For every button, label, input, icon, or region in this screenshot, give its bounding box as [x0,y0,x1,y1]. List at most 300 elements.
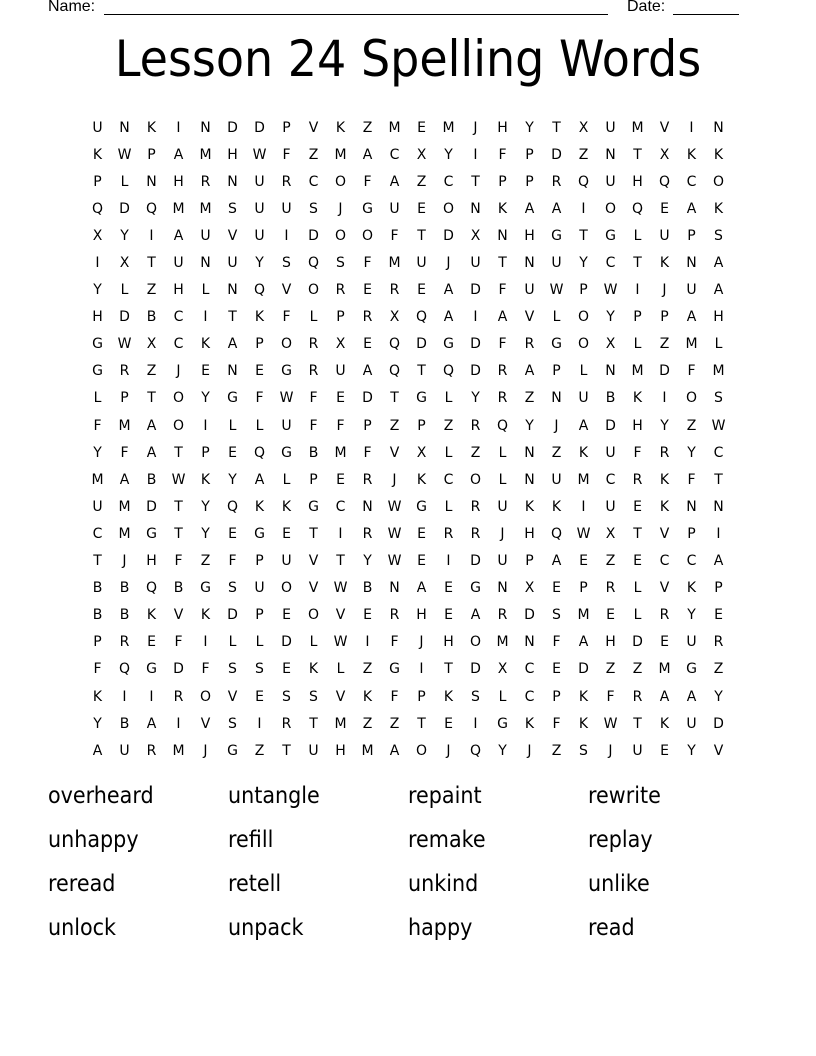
grid-letter[interactable]: Z [200,553,211,570]
grid-letter[interactable]: A [578,417,589,434]
grid-letter[interactable]: M [118,525,131,542]
grid-letter[interactable]: T [336,553,345,570]
grid-letter[interactable]: Y [120,227,129,244]
grid-letter[interactable]: E [660,200,669,217]
grid-letter[interactable]: A [470,607,481,624]
grid-letter[interactable]: Y [228,471,237,488]
grid-letter[interactable]: V [659,119,670,136]
grid-letter[interactable]: I [365,634,370,651]
grid-letter[interactable]: B [308,444,319,461]
grid-letter[interactable]: U [686,282,697,299]
grid-letter[interactable]: M [388,119,401,136]
grid-letter[interactable]: L [633,336,642,353]
grid-letter[interactable]: N [200,255,211,272]
grid-letter[interactable]: Z [605,661,616,678]
name-blank-line[interactable] [104,14,608,15]
grid-letter[interactable]: W [171,471,186,488]
grid-letter[interactable]: R [146,742,157,759]
grid-letter[interactable]: Z [470,444,481,461]
grid-letter[interactable]: A [416,580,427,597]
grid-letter[interactable]: S [579,742,588,759]
grid-letter[interactable]: P [552,688,561,705]
grid-letter[interactable]: X [92,227,103,244]
grid-letter[interactable]: N [713,498,724,515]
grid-letter[interactable]: T [174,525,183,542]
grid-letter[interactable]: Z [659,336,670,353]
grid-letter[interactable]: V [659,525,670,542]
grid-letter[interactable]: Z [551,444,562,461]
grid-letter[interactable]: L [444,390,453,407]
grid-letter[interactable]: D [470,282,481,299]
grid-letter[interactable]: R [551,173,562,190]
grid-letter[interactable]: P [147,146,156,163]
grid-letter[interactable]: J [392,471,397,488]
grid-letter[interactable]: N [362,498,373,515]
grid-letter[interactable]: P [687,525,696,542]
grid-letter[interactable]: O [577,336,590,353]
grid-letter[interactable]: A [497,309,508,326]
grid-letter[interactable]: X [605,525,616,542]
grid-letter[interactable]: N [524,255,535,272]
grid-letter[interactable]: T [417,363,426,380]
grid-letter[interactable]: N [389,580,400,597]
grid-letter[interactable]: S [309,200,318,217]
grid-letter[interactable]: Q [253,282,266,299]
grid-letter[interactable]: N [605,363,616,380]
grid-letter[interactable]: P [552,363,561,380]
grid-letter[interactable]: K [659,498,670,515]
grid-letter[interactable]: K [659,255,670,272]
grid-letter[interactable]: G [686,661,697,678]
grid-letter[interactable]: H [173,282,184,299]
grid-letter[interactable]: M [577,607,590,624]
grid-letter[interactable]: U [551,471,562,488]
grid-letter[interactable]: J [554,417,559,434]
grid-letter[interactable]: L [633,607,642,624]
grid-letter[interactable]: R [335,282,346,299]
grid-letter[interactable]: O [172,417,185,434]
grid-letter[interactable]: E [417,200,426,217]
grid-letter[interactable]: R [281,173,292,190]
grid-letter[interactable]: R [713,634,724,651]
grid-letter[interactable]: Q [145,580,158,597]
grid-letter[interactable]: W [252,146,267,163]
grid-letter[interactable]: T [417,227,426,244]
grid-letter[interactable]: I [95,255,100,272]
grid-letter[interactable]: K [200,336,211,353]
grid-letter[interactable]: G [92,363,103,380]
grid-letter[interactable]: C [335,498,346,515]
grid-letter[interactable]: S [714,227,723,244]
grid-letter[interactable]: E [417,525,426,542]
grid-letter[interactable]: R [470,417,481,434]
grid-letter[interactable]: P [93,634,102,651]
grid-letter[interactable]: I [149,227,154,244]
grid-letter[interactable]: K [254,498,265,515]
grid-letter[interactable]: V [308,553,319,570]
grid-letter[interactable]: T [633,146,642,163]
grid-letter[interactable]: M [172,200,185,217]
grid-letter[interactable]: U [659,227,670,244]
grid-letter[interactable]: C [308,173,319,190]
grid-letter[interactable]: P [633,309,642,326]
grid-letter[interactable]: P [255,336,264,353]
grid-letter[interactable]: F [228,553,237,570]
grid-letter[interactable]: R [308,363,319,380]
grid-letter[interactable]: E [363,607,372,624]
grid-letter[interactable]: D [308,227,319,244]
grid-letter[interactable]: V [173,607,184,624]
grid-letter[interactable]: C [524,688,535,705]
grid-letter[interactable]: L [498,688,507,705]
grid-letter[interactable]: T [228,309,237,326]
grid-letter[interactable]: H [497,119,508,136]
grid-letter[interactable]: V [335,607,346,624]
grid-letter[interactable]: A [173,227,184,244]
grid-letter[interactable]: F [93,417,102,434]
grid-letter[interactable]: P [201,444,210,461]
grid-letter[interactable]: Q [91,200,104,217]
grid-letter[interactable]: K [713,200,724,217]
grid-letter[interactable]: K [713,146,724,163]
grid-letter[interactable]: C [389,146,400,163]
grid-letter[interactable]: I [635,282,640,299]
grid-letter[interactable]: T [147,255,156,272]
grid-letter[interactable]: S [228,200,237,217]
grid-letter[interactable]: T [417,715,426,732]
grid-letter[interactable]: K [659,715,670,732]
grid-letter[interactable]: N [605,146,616,163]
grid-letter[interactable]: N [551,390,562,407]
grid-letter[interactable]: K [146,119,157,136]
grid-letter[interactable]: F [255,390,264,407]
grid-letter[interactable]: N [686,498,697,515]
grid-letter[interactable]: L [444,498,453,515]
grid-letter[interactable]: S [309,688,318,705]
grid-letter[interactable]: D [227,119,238,136]
grid-letter[interactable]: K [686,580,697,597]
grid-letter[interactable]: T [633,255,642,272]
grid-letter[interactable]: R [362,309,373,326]
grid-letter[interactable]: X [470,227,481,244]
grid-letter[interactable]: A [362,363,373,380]
grid-letter[interactable]: U [173,255,184,272]
grid-letter[interactable]: Z [416,173,427,190]
grid-letter[interactable]: O [334,173,347,190]
grid-letter[interactable]: P [417,688,426,705]
grid-letter[interactable]: U [416,255,427,272]
grid-letter[interactable]: T [282,742,291,759]
grid-letter[interactable]: F [633,444,642,461]
grid-letter[interactable]: E [714,607,723,624]
grid-letter[interactable]: X [497,661,508,678]
grid-letter[interactable]: K [416,471,427,488]
grid-letter[interactable]: E [552,661,561,678]
grid-letter[interactable]: Y [714,688,723,705]
grid-letter[interactable]: F [498,336,507,353]
grid-letter[interactable]: D [227,607,238,624]
grid-letter[interactable]: U [308,742,319,759]
grid-letter[interactable]: H [632,417,643,434]
grid-letter[interactable]: L [444,444,453,461]
grid-letter[interactable]: Z [146,282,157,299]
grid-letter[interactable]: K [497,200,508,217]
grid-letter[interactable]: Y [93,444,102,461]
grid-letter[interactable]: C [686,553,697,570]
grid-letter[interactable]: R [362,471,373,488]
grid-letter[interactable]: Q [631,200,644,217]
grid-letter[interactable]: J [662,282,667,299]
grid-letter[interactable]: F [390,688,399,705]
grid-letter[interactable]: U [497,553,508,570]
grid-letter[interactable]: S [336,255,345,272]
grid-letter[interactable]: T [93,553,102,570]
grid-letter[interactable]: Y [579,255,588,272]
grid-letter[interactable]: F [498,282,507,299]
grid-letter[interactable]: F [309,417,318,434]
grid-letter[interactable]: F [363,173,372,190]
grid-letter[interactable]: T [174,444,183,461]
grid-letter[interactable]: Y [525,119,534,136]
grid-letter[interactable]: I [473,309,478,326]
grid-letter[interactable]: G [146,525,157,542]
grid-letter[interactable]: E [633,553,642,570]
grid-letter[interactable]: B [362,580,373,597]
grid-letter[interactable]: Y [444,146,453,163]
grid-letter[interactable]: F [687,363,696,380]
grid-letter[interactable]: Z [443,417,454,434]
grid-letter[interactable]: R [497,607,508,624]
grid-letter[interactable]: J [176,363,181,380]
grid-letter[interactable]: A [146,444,157,461]
grid-letter[interactable]: P [309,471,318,488]
grid-letter[interactable]: K [92,146,103,163]
grid-letter[interactable]: A [551,200,562,217]
grid-letter[interactable]: A [524,200,535,217]
grid-letter[interactable]: L [498,444,507,461]
grid-letter[interactable]: R [524,336,535,353]
grid-letter[interactable]: U [227,255,238,272]
grid-letter[interactable]: D [281,634,292,651]
grid-letter[interactable]: C [173,309,184,326]
grid-letter[interactable]: K [524,715,535,732]
grid-letter[interactable]: E [417,119,426,136]
grid-letter[interactable]: Z [146,363,157,380]
grid-letter[interactable]: M [199,200,212,217]
grid-letter[interactable]: U [281,553,292,570]
grid-letter[interactable]: M [685,336,698,353]
grid-letter[interactable]: S [714,390,723,407]
grid-letter[interactable]: G [227,390,238,407]
grid-letter[interactable]: K [686,146,697,163]
grid-letter[interactable]: U [389,200,400,217]
grid-letter[interactable]: W [387,498,402,515]
grid-letter[interactable]: A [146,417,157,434]
grid-letter[interactable]: S [228,580,237,597]
grid-letter[interactable]: K [200,471,211,488]
grid-letter[interactable]: W [387,525,402,542]
grid-letter[interactable]: P [525,553,534,570]
grid-letter[interactable]: K [659,471,670,488]
grid-letter[interactable]: A [551,553,562,570]
grid-letter[interactable]: N [227,173,238,190]
grid-letter[interactable]: T [309,525,318,542]
grid-letter[interactable]: O [280,580,293,597]
grid-letter[interactable]: V [200,715,211,732]
grid-letter[interactable]: E [633,498,642,515]
grid-letter[interactable]: S [228,661,237,678]
grid-letter[interactable]: O [415,742,428,759]
grid-letter[interactable]: K [200,607,211,624]
grid-letter[interactable]: H [227,146,238,163]
grid-letter[interactable]: Y [201,525,210,542]
grid-letter[interactable]: Y [498,742,507,759]
grid-letter[interactable]: A [173,146,184,163]
grid-letter[interactable]: F [93,661,102,678]
grid-letter[interactable]: Q [307,255,320,272]
grid-letter[interactable]: D [632,634,643,651]
grid-letter[interactable]: Z [362,119,373,136]
grid-letter[interactable]: R [470,525,481,542]
grid-letter[interactable]: Z [308,146,319,163]
grid-letter[interactable]: E [363,282,372,299]
grid-letter[interactable]: E [228,444,237,461]
grid-letter[interactable]: I [176,715,181,732]
grid-letter[interactable]: K [578,715,589,732]
grid-letter[interactable]: R [200,173,211,190]
grid-letter[interactable]: J [338,200,343,217]
grid-letter[interactable]: D [713,715,724,732]
grid-letter[interactable]: X [605,336,616,353]
grid-letter[interactable]: F [552,715,561,732]
grid-letter[interactable]: Z [524,390,535,407]
grid-letter[interactable]: V [227,227,238,244]
grid-letter[interactable]: U [578,390,589,407]
grid-letter[interactable]: M [496,634,509,651]
grid-letter[interactable]: F [363,255,372,272]
grid-letter[interactable]: T [174,498,183,515]
grid-letter[interactable]: G [227,742,238,759]
grid-letter[interactable]: Q [658,173,671,190]
grid-letter[interactable]: R [389,607,400,624]
grid-letter[interactable]: P [525,173,534,190]
grid-letter[interactable]: P [120,390,129,407]
grid-letter[interactable]: J [419,634,424,651]
grid-letter[interactable]: Q [145,200,158,217]
grid-letter[interactable]: L [633,227,642,244]
grid-letter[interactable]: Z [254,742,265,759]
grid-letter[interactable]: Y [255,255,264,272]
grid-letter[interactable]: H [173,173,184,190]
grid-letter[interactable]: U [605,173,616,190]
grid-letter[interactable]: B [173,580,184,597]
grid-letter[interactable]: Z [362,715,373,732]
grid-letter[interactable]: W [603,282,618,299]
grid-letter[interactable]: I [473,146,478,163]
grid-letter[interactable]: L [255,417,264,434]
grid-letter[interactable]: X [416,146,427,163]
grid-letter[interactable]: Y [687,607,696,624]
grid-letter[interactable]: E [201,363,210,380]
grid-letter[interactable]: R [173,688,184,705]
grid-letter[interactable]: D [470,336,481,353]
grid-letter[interactable]: F [390,227,399,244]
grid-letter[interactable]: Y [201,390,210,407]
grid-letter[interactable]: E [579,553,588,570]
grid-letter[interactable]: R [632,688,643,705]
grid-letter[interactable]: G [254,525,265,542]
grid-letter[interactable]: M [631,363,644,380]
grid-letter[interactable]: R [119,634,130,651]
grid-letter[interactable]: Y [525,417,534,434]
grid-letter[interactable]: Y [687,742,696,759]
grid-letter[interactable]: S [282,255,291,272]
grid-letter[interactable]: F [363,444,372,461]
grid-letter[interactable]: G [389,661,400,678]
grid-letter[interactable]: A [389,173,400,190]
grid-letter[interactable]: P [255,553,264,570]
grid-letter[interactable]: M [361,742,374,759]
grid-letter[interactable]: X [146,336,157,353]
grid-letter[interactable]: A [524,363,535,380]
grid-letter[interactable]: U [200,227,211,244]
grid-letter[interactable]: C [605,471,616,488]
grid-letter[interactable]: L [93,390,102,407]
grid-letter[interactable]: V [524,309,535,326]
grid-letter[interactable]: F [606,688,615,705]
grid-letter[interactable]: Q [550,525,563,542]
grid-letter[interactable]: H [605,634,616,651]
grid-letter[interactable]: O [604,200,617,217]
grid-letter[interactable]: G [551,336,562,353]
grid-letter[interactable]: K [308,661,319,678]
grid-letter[interactable]: A [119,471,130,488]
grid-letter[interactable]: A [389,742,400,759]
grid-letter[interactable]: G [470,580,481,597]
grid-letter[interactable]: A [713,282,724,299]
grid-letter[interactable]: M [199,146,212,163]
grid-letter[interactable]: K [362,688,373,705]
grid-letter[interactable]: R [470,498,481,515]
grid-letter[interactable]: N [497,227,508,244]
grid-letter[interactable]: M [577,471,590,488]
grid-letter[interactable]: T [147,390,156,407]
grid-letter[interactable]: E [660,634,669,651]
grid-letter[interactable]: H [416,607,427,624]
grid-letter[interactable]: T [390,390,399,407]
grid-letter[interactable]: V [713,742,724,759]
grid-letter[interactable]: E [282,661,291,678]
grid-letter[interactable]: M [334,715,347,732]
grid-letter[interactable]: K [578,444,589,461]
grid-letter[interactable]: I [149,688,154,705]
grid-letter[interactable]: D [416,336,427,353]
grid-letter[interactable]: G [551,227,562,244]
grid-letter[interactable]: E [336,390,345,407]
grid-letter[interactable]: P [282,119,291,136]
grid-letter[interactable]: L [120,173,129,190]
grid-letter[interactable]: Y [660,417,669,434]
grid-letter[interactable]: M [334,444,347,461]
grid-letter[interactable]: P [417,417,426,434]
grid-letter[interactable]: R [632,471,643,488]
grid-letter[interactable]: L [201,282,210,299]
grid-letter[interactable]: E [282,607,291,624]
grid-letter[interactable]: A [686,688,697,705]
grid-letter[interactable]: G [281,363,292,380]
grid-letter[interactable]: L [579,363,588,380]
grid-letter[interactable]: D [362,390,373,407]
